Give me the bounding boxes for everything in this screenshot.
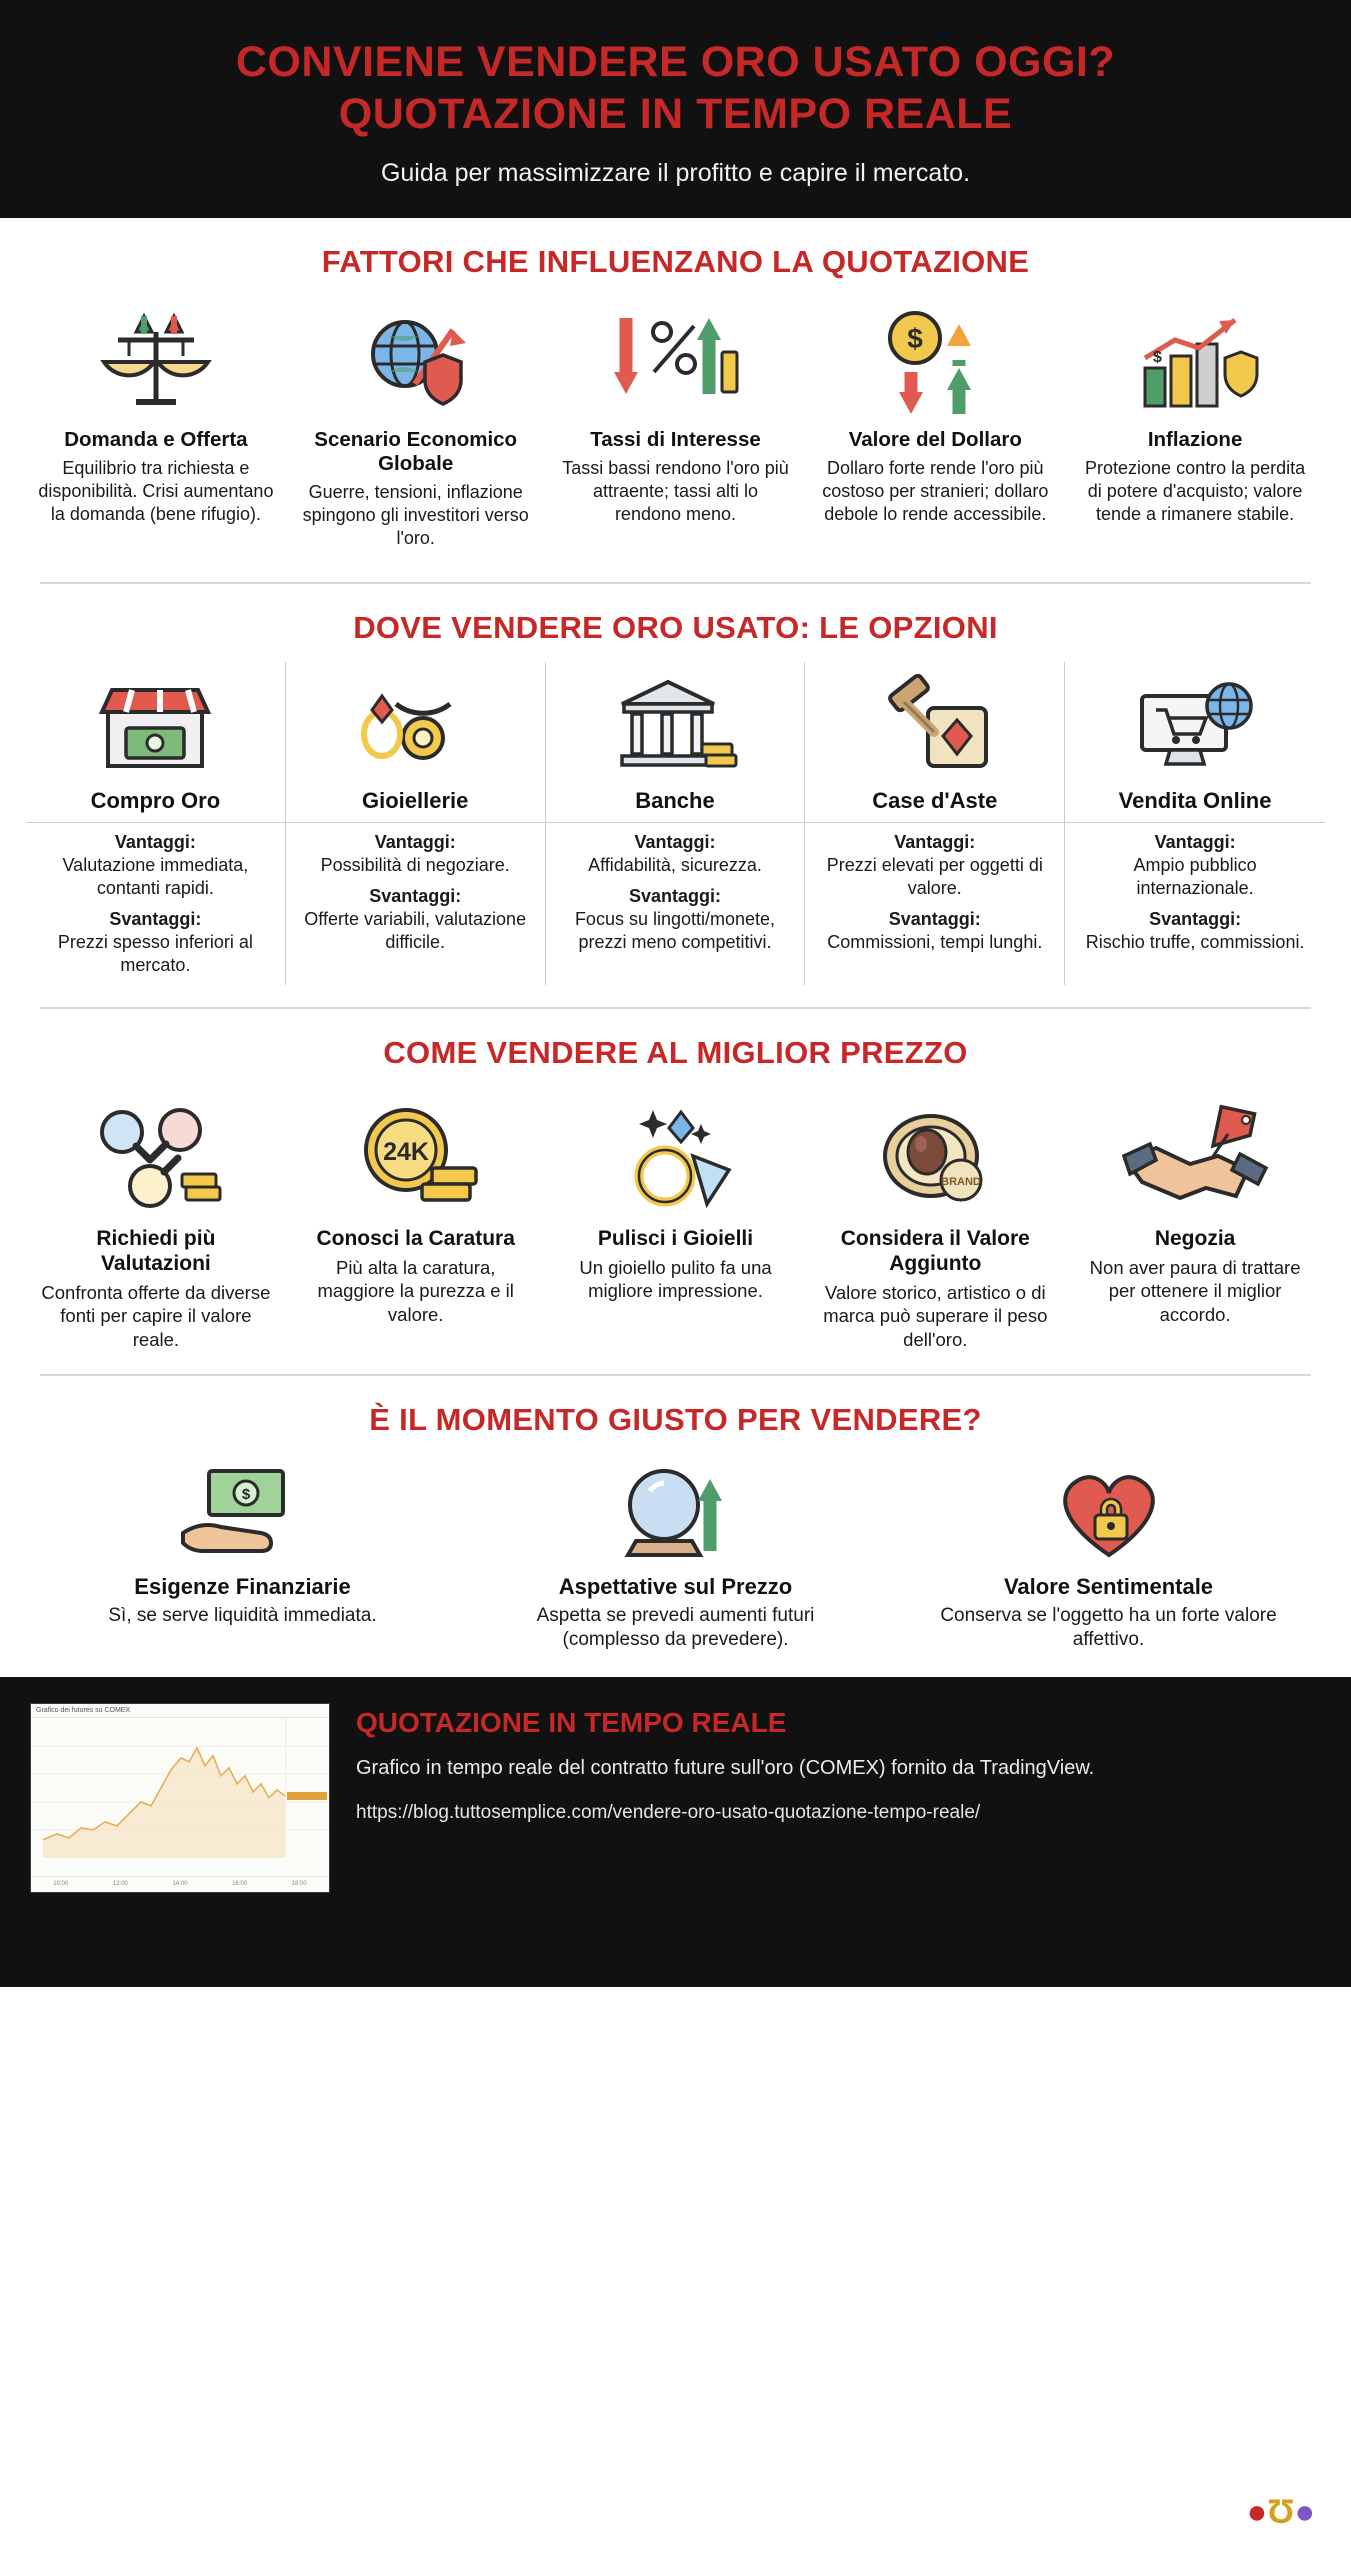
factor-item xyxy=(546,296,806,560)
magnifier-icon xyxy=(40,1087,272,1227)
option-title: Vendita Online xyxy=(1118,787,1272,813)
section-tips-title: COME VENDERE AL MIGLIOR PREZZO xyxy=(383,1035,968,1071)
cons-text: Commissioni, tempi lunghi. xyxy=(827,931,1043,952)
factor-title: Domanda e Offerta xyxy=(64,427,248,451)
cleaning-ring-icon xyxy=(560,1087,792,1227)
cons-label: Svantaggi: xyxy=(369,885,462,906)
section-options xyxy=(0,584,1351,995)
factor-title: Tassi di Interesse xyxy=(590,427,761,451)
tip-title: Conosci la Caratura xyxy=(316,1227,515,1251)
gold-price-line xyxy=(31,1718,329,1858)
section-moment xyxy=(0,1376,1351,1677)
section-tips xyxy=(0,1009,1351,1362)
tips-grid xyxy=(26,1087,1325,1352)
option-title: Gioiellerie xyxy=(362,787,469,813)
option-title: Case d'Aste xyxy=(872,787,998,813)
footer-url[interactable]: https://blog.tuttosemplice.com/vendere-oro-usato-quotazione-tempo-reale/ xyxy=(356,1801,981,1823)
moment-title: Aspettative sul Prezzo xyxy=(558,1573,793,1599)
section-factors-title: FATTORI CHE INFLUENZANO LA QUOTAZIONE xyxy=(321,243,1030,279)
karat-badge-icon xyxy=(300,1087,532,1227)
antique-brooch-icon xyxy=(819,1087,1051,1227)
tip-title: Considera il Valore Aggiunto xyxy=(840,1227,1030,1275)
factor-text: Equilibrio tra richiesta e disponibilità. Crisi aumentano la domanda (bene rifugio). xyxy=(38,458,274,524)
svg-text:$: $ xyxy=(1153,348,1162,366)
section-factors xyxy=(0,218,1351,570)
cons-text: Prezzi spesso inferiori al mercato. xyxy=(57,931,253,976)
footer-description: Grafico in tempo reale del contratto future sull'oro (COMEX) fornito da TradingView. xyxy=(356,1756,1095,1779)
option-item xyxy=(805,662,1065,985)
section-options-title: DOVE VENDERE ORO USATO: LE OPZIONI xyxy=(353,609,998,645)
moment-item xyxy=(892,1454,1325,1653)
option-pros xyxy=(298,831,533,877)
cons-label: Svantaggi: xyxy=(888,908,981,929)
tip-item xyxy=(286,1087,546,1352)
option-item xyxy=(546,662,806,985)
brand-glyph: Ʊ xyxy=(1267,2493,1295,2531)
section-moment-title: È IL MOMENTO GIUSTO PER VENDERE? xyxy=(369,1401,982,1437)
moment-text: Aspetta se prevedi aumenti futuri (complesso da prevedere). xyxy=(536,1604,815,1651)
option-rule xyxy=(805,822,1064,823)
pros-label: Vantaggi: xyxy=(114,831,196,852)
option-cons xyxy=(298,885,533,954)
footer xyxy=(0,1677,1351,1987)
moment-item xyxy=(26,1454,459,1653)
chart-time-axis xyxy=(31,1876,329,1892)
moment-title: Esigenze Finanziarie xyxy=(134,1573,351,1599)
cash-in-hand-icon xyxy=(56,1454,429,1574)
tip-title: Richiedi più Valutazioni xyxy=(96,1227,216,1275)
factor-text: Dollaro forte rende l'oro più costoso per stranieri; dollaro debole lo rende accessibile. xyxy=(822,458,1049,524)
moment-text: Conserva se l'oggetto ha un forte valore affettivo. xyxy=(940,1604,1277,1651)
svg-text:24K: 24K xyxy=(382,1138,429,1167)
option-rule xyxy=(286,822,545,823)
pros-label: Vantaggi: xyxy=(1154,831,1236,852)
option-item xyxy=(1065,662,1325,985)
online-store-icon xyxy=(1077,662,1313,788)
chart-caption: Grafico dei futures su COMEX xyxy=(31,1704,329,1718)
tip-text: Più alta la caratura, maggiore la purezza e il valore. xyxy=(317,1256,514,1326)
tip-text: Non aver paura di trattare per ottenere il miglior accordo. xyxy=(1089,1256,1301,1326)
footer-title: QUOTAZIONE IN TEMPO REALE xyxy=(356,1706,787,1738)
tip-item xyxy=(1065,1087,1325,1352)
pros-text: Possibilità di negoziare. xyxy=(320,854,510,875)
option-rule xyxy=(1065,822,1325,823)
option-item xyxy=(286,662,546,985)
auction-gavel-icon xyxy=(817,662,1052,788)
pros-text: Ampio pubblico internazionale. xyxy=(1133,854,1257,898)
chart-tick: 10:00 xyxy=(53,1881,69,1888)
option-rule xyxy=(26,822,285,823)
svg-text:$: $ xyxy=(241,1485,250,1503)
option-cons xyxy=(1077,908,1313,954)
moment-text: Sì, se serve liquidità immediata. xyxy=(108,1604,377,1626)
crystal-ball-icon xyxy=(489,1454,862,1574)
pros-label: Vantaggi: xyxy=(634,831,716,852)
option-pros xyxy=(38,831,273,900)
globe-icon xyxy=(298,300,534,428)
brand-logo: ●Ʊ● xyxy=(1246,2493,1315,2531)
factor-item xyxy=(26,296,286,560)
tip-item xyxy=(546,1087,806,1352)
cons-label: Svantaggi: xyxy=(109,908,202,929)
tip-text: Un gioiello pulito fa una migliore impressione. xyxy=(579,1256,772,1302)
moment-grid xyxy=(26,1454,1325,1667)
options-grid xyxy=(26,662,1325,985)
pros-text: Prezzi elevati per oggetti di valore. xyxy=(826,854,1043,898)
header xyxy=(0,0,1351,218)
balance-scale-icon xyxy=(38,300,274,428)
percent-arrows-icon xyxy=(558,300,794,428)
inflation-chart-icon xyxy=(1077,300,1313,428)
cons-text: Offerte variabili, valutazione difficile. xyxy=(304,908,527,952)
factor-text: Tassi bassi rendono l'oro più attraente; tassi alti lo rendono meno. xyxy=(562,458,789,524)
factor-title: Inflazione xyxy=(1147,427,1243,451)
option-pros xyxy=(1077,831,1313,900)
option-title: Compro Oro xyxy=(90,787,221,813)
option-rule xyxy=(546,822,805,823)
cons-text: Focus su lingotti/monete, prezzi meno competitivi. xyxy=(574,908,776,952)
option-cons xyxy=(38,908,273,977)
factor-text: Protezione contro la perdita di potere d'acquisto; valore tende a rimanere stabile. xyxy=(1085,458,1306,524)
heart-lock-icon xyxy=(922,1454,1295,1574)
dollar-coin-icon xyxy=(817,300,1053,428)
cons-text: Rischio truffe, commissioni. xyxy=(1085,931,1305,952)
chart-tick: 14:00 xyxy=(172,1881,188,1888)
shop-icon xyxy=(38,662,273,788)
tip-title: Pulisci i Gioielli xyxy=(597,1227,754,1251)
svg-text:BRAND: BRAND xyxy=(941,1176,982,1189)
factor-item xyxy=(805,296,1065,560)
bank-icon xyxy=(558,662,793,788)
jewelry-icon xyxy=(298,662,533,788)
tip-text: Valore storico, artistico o di marca può superare il peso dell'oro. xyxy=(823,1281,1048,1350)
page-title-line-2: QUOTAZIONE IN TEMPO REALE xyxy=(338,90,1013,139)
svg-text:$: $ xyxy=(907,322,924,354)
page-title-line-1: CONVIENE VENDERE ORO USATO OGGI? xyxy=(235,38,1116,86)
option-pros xyxy=(817,831,1052,900)
factors-grid xyxy=(26,296,1325,560)
factor-item xyxy=(286,296,546,560)
tip-text: Confronta offerte da diverse fonti per capire il valore reale. xyxy=(41,1281,271,1350)
pros-label: Vantaggi: xyxy=(894,831,976,852)
page-subtitle: Guida per massimizzare il profitto e capire il mercato. xyxy=(380,158,971,187)
tip-title: Negozia xyxy=(1154,1227,1236,1251)
factor-title: Valore del Dollaro xyxy=(848,427,1022,451)
factor-title: Scenario Economico Globale xyxy=(314,427,518,476)
option-item xyxy=(26,662,286,985)
chart-tick: 18:00 xyxy=(291,1881,307,1888)
option-pros xyxy=(558,831,793,877)
tradingview-chart[interactable] xyxy=(30,1703,330,1893)
chart-tick: 16:00 xyxy=(232,1881,248,1888)
tip-item xyxy=(805,1087,1065,1352)
option-title: Banche xyxy=(635,787,715,813)
moment-title: Valore Sentimentale xyxy=(1003,1573,1214,1599)
pros-text: Valutazione immediata, contanti rapidi. xyxy=(62,854,249,898)
pros-label: Vantaggi: xyxy=(374,831,456,852)
handshake-icon xyxy=(1079,1087,1311,1227)
page-title xyxy=(40,36,1311,141)
cons-label: Svantaggi: xyxy=(1149,908,1242,929)
chart-plot-area xyxy=(31,1718,329,1858)
moment-item xyxy=(459,1454,892,1653)
option-cons xyxy=(817,908,1052,954)
cons-label: Svantaggi: xyxy=(628,885,721,906)
tip-item xyxy=(26,1087,286,1352)
footer-text-block xyxy=(356,1703,1094,1824)
chart-tick: 12:00 xyxy=(112,1881,128,1888)
option-cons xyxy=(558,885,793,954)
pros-text: Affidabilità, sicurezza. xyxy=(588,854,762,875)
factor-text: Guerre, tensioni, inflazione spingono gli investitori verso l'oro. xyxy=(302,482,529,548)
factor-item xyxy=(1065,296,1325,560)
